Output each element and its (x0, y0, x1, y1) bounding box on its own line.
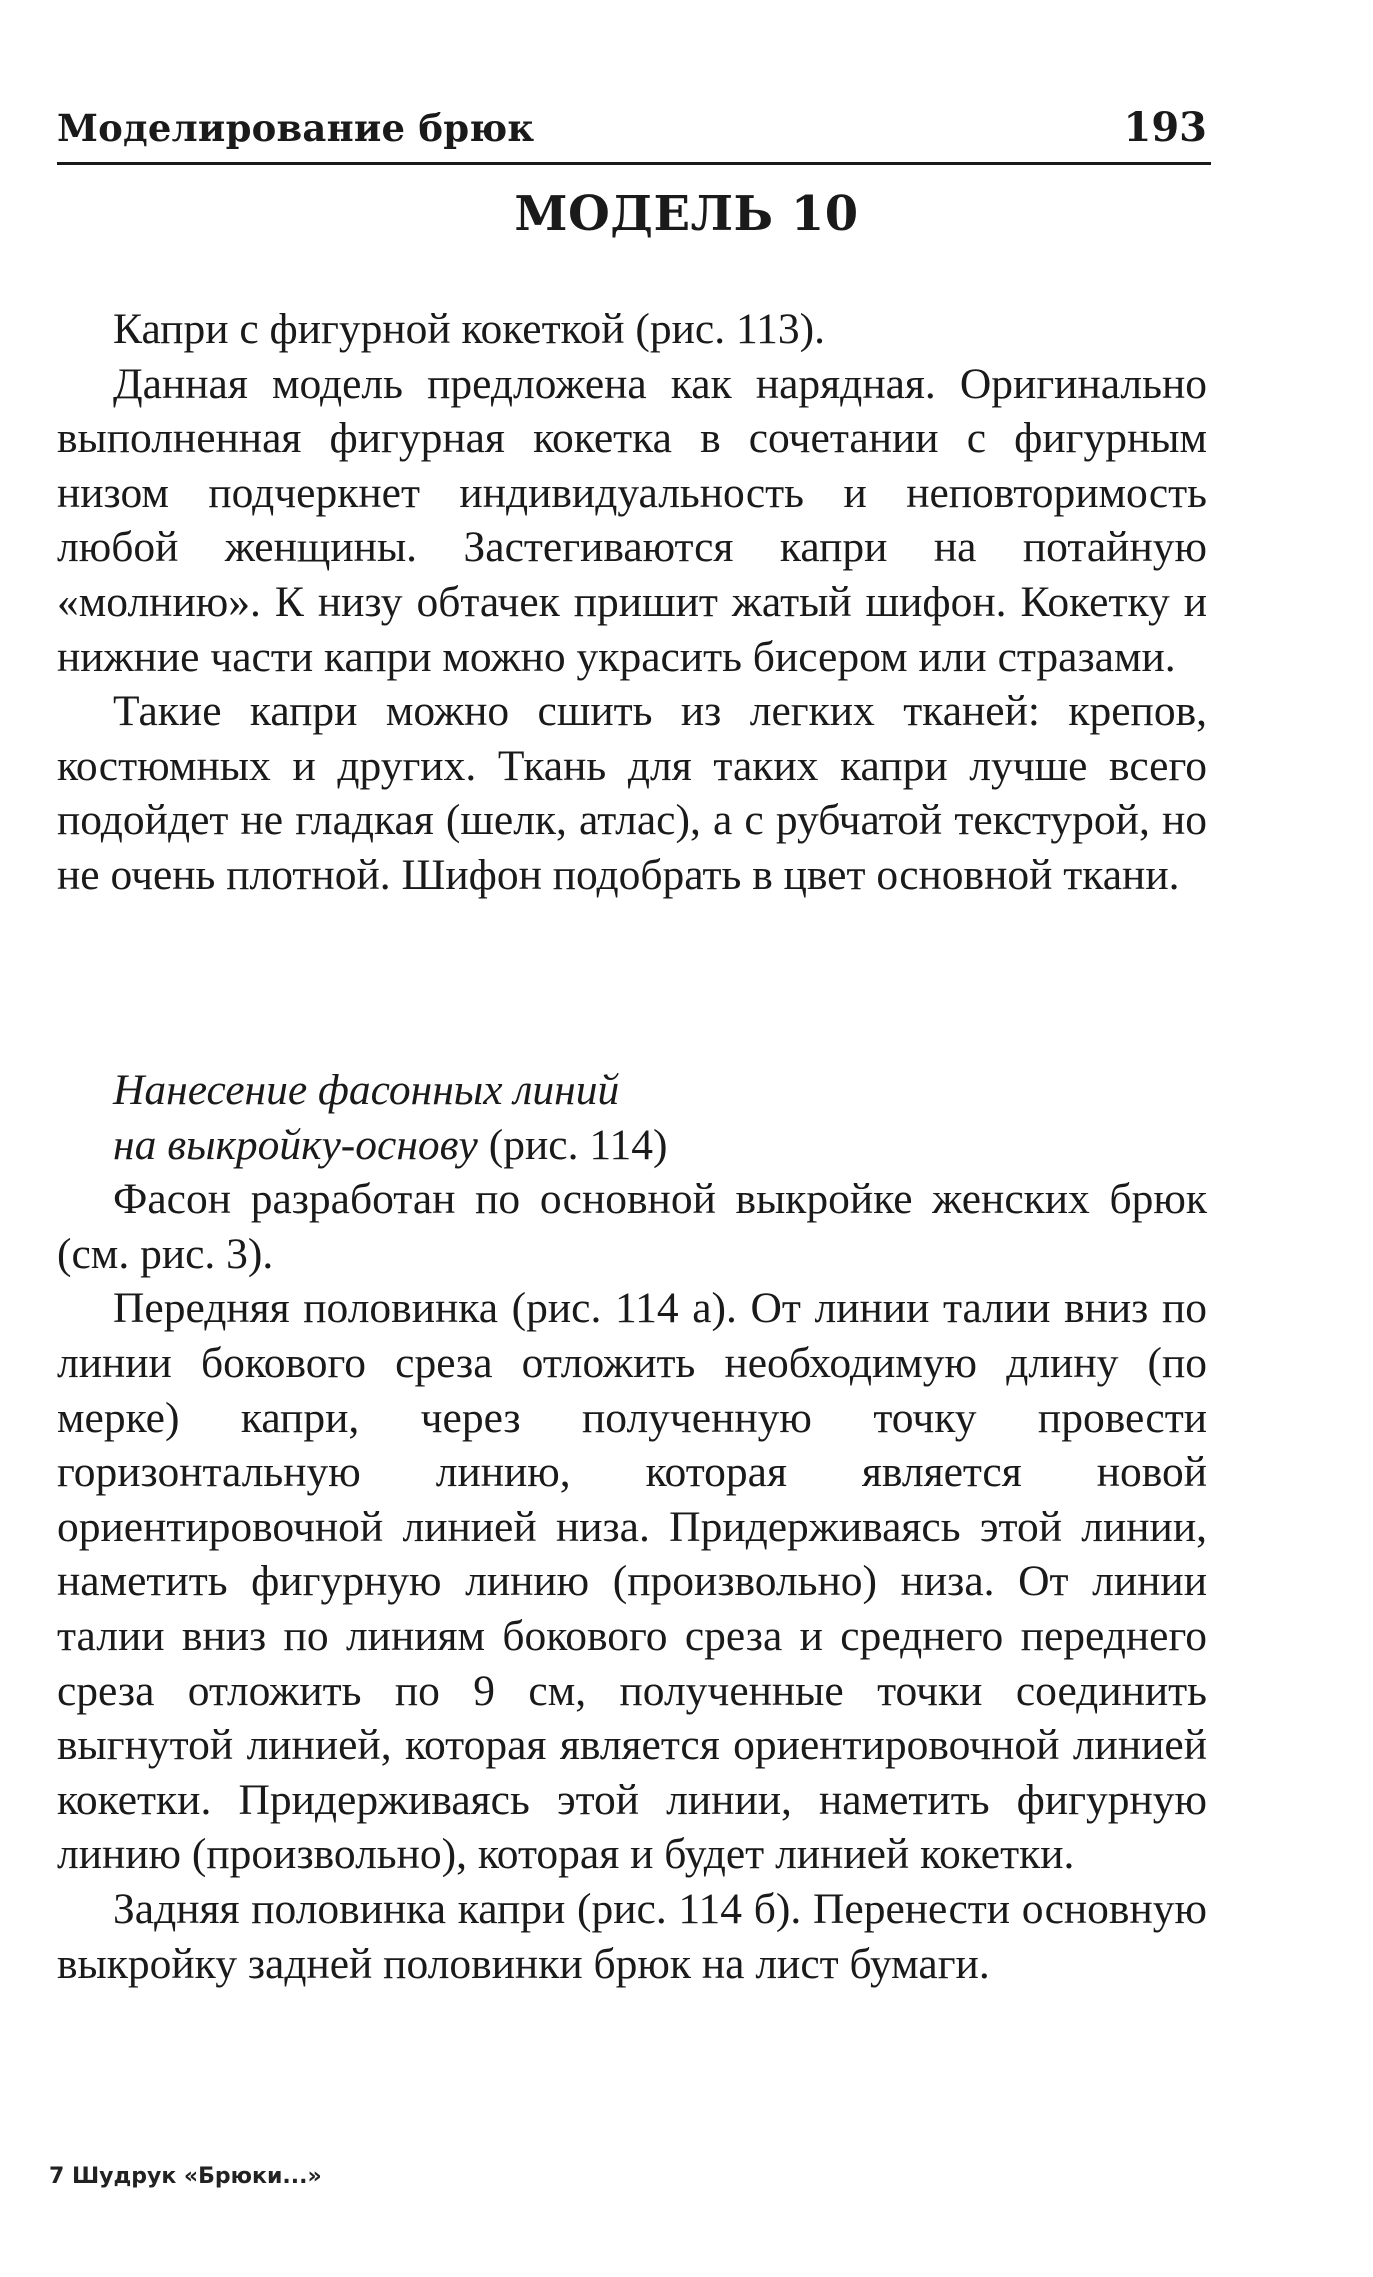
section-paragraph-3: Задняя половинка капри (рис. 114 б). Перенести основную выкройку задней половинки брюк на лист бумаги. (57, 1884, 1207, 1988)
running-head (57, 100, 1211, 165)
section-heading-figure-ref: (рис. 114) (477, 1120, 668, 1169)
section-text (57, 1063, 1207, 1991)
intro-paragraph-1: Капри с фигурной кокеткой (рис. 113). (113, 305, 825, 353)
section-heading-line-2: на выкройку-основу (113, 1120, 478, 1169)
section-heading (57, 1063, 1207, 1172)
section-heading-line-1: Нанесение фасонных линий (113, 1066, 620, 1114)
intro-paragraph-2: Данная модель предложена как нарядная. Оригинально выполненная фигурная кокетка в сочетании с фигурным низом подчеркнет индивидуальность и неповторимость любой женщины. Застегиваются капри на потайную «молнию». К низу обтачек пришит жатый шифон. Кокетку и нижние части капри можно украсить бисером или стразами. (57, 359, 1207, 681)
section-paragraph-1: Фасон разработан по основной выкройке женских брюк (см. рис. 3). (57, 1175, 1207, 1278)
running-title: Моделирование брюк (57, 106, 535, 150)
section-paragraph-2: Передняя половинка (рис. 114 а). От линии талии вниз по линии бокового среза отложить необходимую длину (по мерке) капри, через полученную точку провести горизонтальную линию, которая является новой ориентировочной линией низа. Придерживаясь этой линии, наметить фигурную линию (произвольно) низа. От линии талии вниз по линиям бокового среза и среднего переднего среза отложить по 9 см, полученные точки соединить выгнутой линией, которая является ориентировочной линией кокетки. Придерживаясь этой линии, наметить фигурную линию (произвольно), которая и будет линией кокетки. (57, 1284, 1207, 1879)
page-number: 193 (1123, 104, 1207, 151)
intro-text (57, 302, 1207, 903)
footer-signature-mark: 7 Шудрук «Брюки...» (49, 2164, 322, 2189)
model-title: МОДЕЛЬ 10 (514, 186, 859, 242)
intro-paragraph-3: Такие капри можно сшить из легких тканей: крепов, костюмных и других. Ткань для таких капри лучше всего подойдет не гладкая (шелк, атлас), а с рубчатой текстурой, но не очень плотной. Шифон подобрать в цвет основной ткани. (57, 687, 1207, 899)
